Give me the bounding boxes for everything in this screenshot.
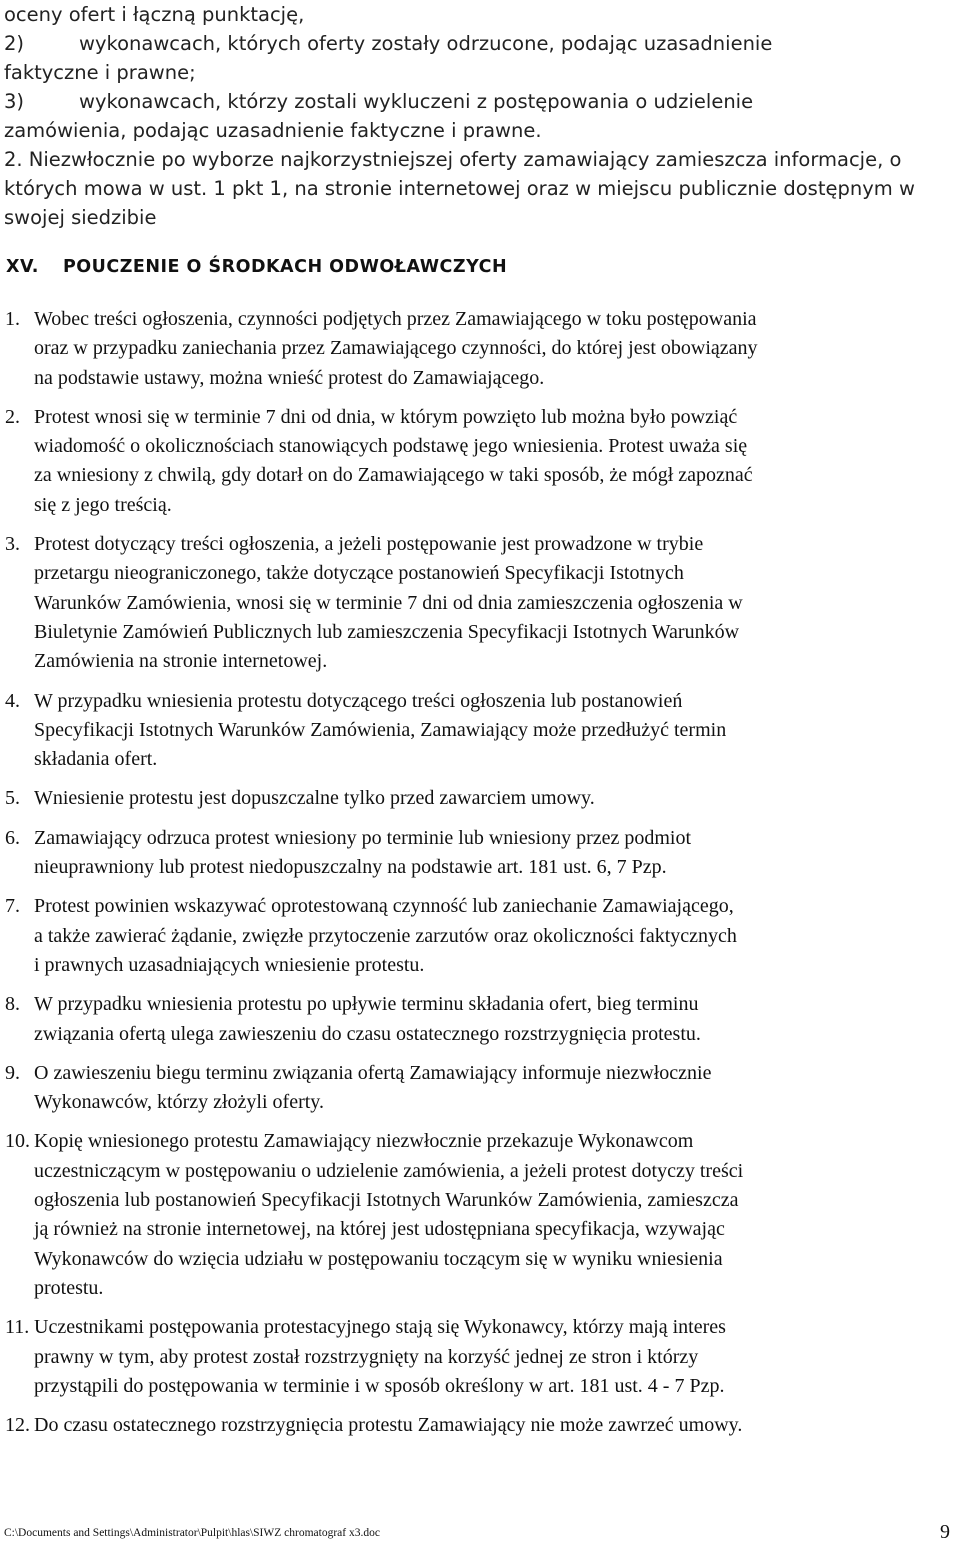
list-item bbox=[0, 784, 960, 813]
list-item-text-line: protestu. bbox=[34, 1276, 104, 1299]
point2-line: których mowa w ust. 1 pkt 1, na stronie internetowej oraz w miejscu publicznie dostępnym w bbox=[4, 177, 915, 200]
list-item-text-line: uczestniczącym w postępowaniu o udzielenie zamówienia, a jeżeli protest dotyczy treści bbox=[34, 1159, 744, 1182]
section-heading bbox=[6, 257, 507, 277]
list-item-text-line: O zawieszeniu biegu terminu związania ofertą Zamawiający informuje niezwłocznie bbox=[34, 1061, 712, 1084]
intro-line: oceny ofert i łączną punktację, bbox=[4, 3, 305, 26]
list-item-text-line: Specyfikacji Istotnych Warunków Zamówienia, Zamawiający może przedłużyć termin bbox=[34, 718, 727, 741]
section-title: POUCZENIE O ŚRODKACH ODWOŁAWCZYCH bbox=[62, 257, 508, 277]
sub-item-number: 3) bbox=[4, 90, 25, 113]
list-item-text-line: składania ofert. bbox=[34, 748, 158, 771]
list-item-number: 8. bbox=[5, 993, 20, 1016]
list-item bbox=[0, 892, 960, 980]
sub-item-text: wykonawcach, których oferty zostały odrzucone, podając uzasadnienie bbox=[79, 32, 773, 55]
list-item-number: 3. bbox=[5, 533, 20, 556]
list-item-text-line: Kopię wniesionego protestu Zamawiający niezwłocznie przekazuje Wykonawcom bbox=[34, 1130, 694, 1153]
list-item-text-line: nieuprawniony lub protest niedopuszczalny na podstawie art. 181 ust. 6, 7 Pzp. bbox=[34, 856, 667, 879]
list-item-text-line: a także zawierać żądanie, zwięzłe przytoczenie zarzutów oraz okoliczności faktycznych bbox=[34, 924, 737, 947]
list-item-number: 9. bbox=[5, 1061, 20, 1084]
list-item-text-line: Warunków Zamówienia, wnosi się w terminie 7 dni od dnia zamieszczenia ogłoszenia w bbox=[34, 591, 743, 614]
list-item-text-line: na podstawie ustawy, można wnieść protest do Zamawiającego. bbox=[34, 366, 545, 389]
list-item-number: 6. bbox=[5, 826, 20, 849]
list-item-text-line: przetargu nieograniczonego, także dotyczące postanowień Specyfikacji Istotnych bbox=[34, 562, 684, 585]
list-item bbox=[0, 530, 960, 676]
list-item bbox=[0, 305, 960, 393]
list-item-text-line: Uczestnikami postępowania protestacyjnego stają się Wykonawcy, którzy mają interes bbox=[34, 1316, 726, 1339]
list-item-text-line: prawny w tym, aby protest został rozstrzygnięty na korzyść jednej ze stron i którzy bbox=[34, 1345, 699, 1368]
list-item bbox=[0, 1127, 960, 1303]
intro-sub-item bbox=[4, 87, 956, 116]
list-item-text-line: Protest dotyczący treści ogłoszenia, a jeżeli postępowanie jest prowadzone w trybie bbox=[34, 533, 704, 556]
list-item-number: 1. bbox=[5, 308, 20, 330]
list-item-text-line: wiadomość o okolicznościach stanowiących podstawę jego wniesienia. Protest uważa się bbox=[34, 435, 748, 458]
intro-line: faktyczne i prawne; bbox=[4, 61, 196, 84]
intro-sub-item bbox=[4, 29, 956, 58]
list-item-text-line: Wniesienie protestu jest dopuszczalne tylko przed zawarciem umowy. bbox=[34, 787, 595, 810]
list-item-text-line: Zamawiający odrzuca protest wniesiony po terminie lub wniesiony przez podmiot bbox=[34, 826, 692, 849]
list-item-number: 5. bbox=[5, 787, 20, 810]
list-item-text-line: W przypadku wniesienia protestu dotyczącego treści ogłoszenia lub postanowień bbox=[34, 689, 683, 712]
list-item-text-line: przystąpili do postępowania w terminie i w sposób określony w art. 181 ust. 4 - 7 Pzp. bbox=[34, 1374, 725, 1397]
list-item bbox=[0, 1411, 960, 1440]
list-item-number: 10. bbox=[5, 1130, 30, 1153]
list-item-number: 4. bbox=[5, 689, 20, 712]
list-item-text-line: Wykonawców do wzięcia udziału w postępowaniu toczącym się w wyniku wniesienia bbox=[34, 1247, 723, 1270]
list-item-text-line: Wykonawców, którzy złożyli oferty. bbox=[34, 1091, 324, 1114]
intro-block bbox=[4, 0, 956, 232]
remedies-list bbox=[0, 305, 960, 1450]
list-item bbox=[0, 1059, 960, 1118]
list-item-text-line: związania ofertą ulega zawieszeniu do czasu ostatecznego rozstrzygnięcia protestu. bbox=[34, 1022, 701, 1045]
list-item-text-line: i prawnych uzasadniających wniesienie protestu. bbox=[34, 953, 425, 976]
list-item-text-line: Biuletynie Zamówień Publicznych lub zamieszczenia Specyfikacji Istotnych Warunków bbox=[34, 620, 740, 643]
list-item-number: 2. bbox=[5, 405, 20, 428]
sub-item-number: 2) bbox=[4, 32, 25, 55]
list-item-number: 11. bbox=[5, 1316, 30, 1339]
list-item-text-line: W przypadku wniesienia protestu po upływie terminu składania ofert, bieg terminu bbox=[34, 993, 699, 1016]
intro-line: zamówienia, podając uzasadnienie faktyczne i prawne. bbox=[4, 119, 542, 142]
list-item bbox=[0, 403, 960, 520]
list-item-text-line: Wobec treści ogłoszenia, czynności podjętych przez Zamawiającego w toku postępowania bbox=[34, 308, 757, 330]
list-item bbox=[0, 990, 960, 1049]
page-number: 9 bbox=[940, 1521, 950, 1543]
list-item-text-line: ją również na stronie internetowej, na której jest udostępniana specyfikacja, wzywając bbox=[34, 1218, 725, 1241]
list-item-text-line: oraz w przypadku zaniechania przez Zamawiającego czynności, do której jest obowiązany bbox=[34, 337, 758, 360]
footer-file-path: C:\Documents and Settings\Administrator\Pulpit\hlas\SIWZ chromatograf x3.doc bbox=[4, 1527, 380, 1539]
list-item bbox=[0, 1313, 960, 1401]
list-item-text-line: się z jego treścią. bbox=[34, 493, 172, 516]
list-item bbox=[0, 687, 960, 775]
list-item-text-line: Protest wnosi się w terminie 7 dni od dnia, w którym powzięto lub można było powziąć bbox=[34, 405, 738, 428]
point2-line: 2. Niezwłocznie po wyborze najkorzystniejszej oferty zamawiający zamieszcza informacje, o bbox=[4, 148, 902, 171]
point2-line: swojej siedzibie bbox=[4, 206, 157, 229]
list-item-text-line: Do czasu ostatecznego rozstrzygnięcia protestu Zamawiający nie może zawrzeć umowy. bbox=[34, 1414, 743, 1437]
sub-item-text: wykonawcach, którzy zostali wykluczeni z postępowania o udzielenie bbox=[79, 90, 754, 113]
section-number: XV. bbox=[6, 257, 39, 277]
list-item-text-line: Zamówienia na stronie internetowej. bbox=[34, 650, 328, 673]
list-item-number: 7. bbox=[5, 895, 20, 918]
list-item-text-line: ogłoszenia lub postanowień Specyfikacji Istotnych Warunków Zamówienia, zamieszcza bbox=[34, 1189, 739, 1212]
list-item bbox=[0, 824, 960, 883]
list-item-text-line: Protest powinien wskazywać oprotestowaną czynność lub zaniechanie Zamawiającego, bbox=[34, 895, 734, 918]
list-item-number: 12. bbox=[5, 1414, 30, 1437]
list-item-text-line: za wniesiony z chwilą, gdy dotarł on do Zamawiającego w taki sposób, że mógł zapoznać bbox=[34, 464, 753, 487]
